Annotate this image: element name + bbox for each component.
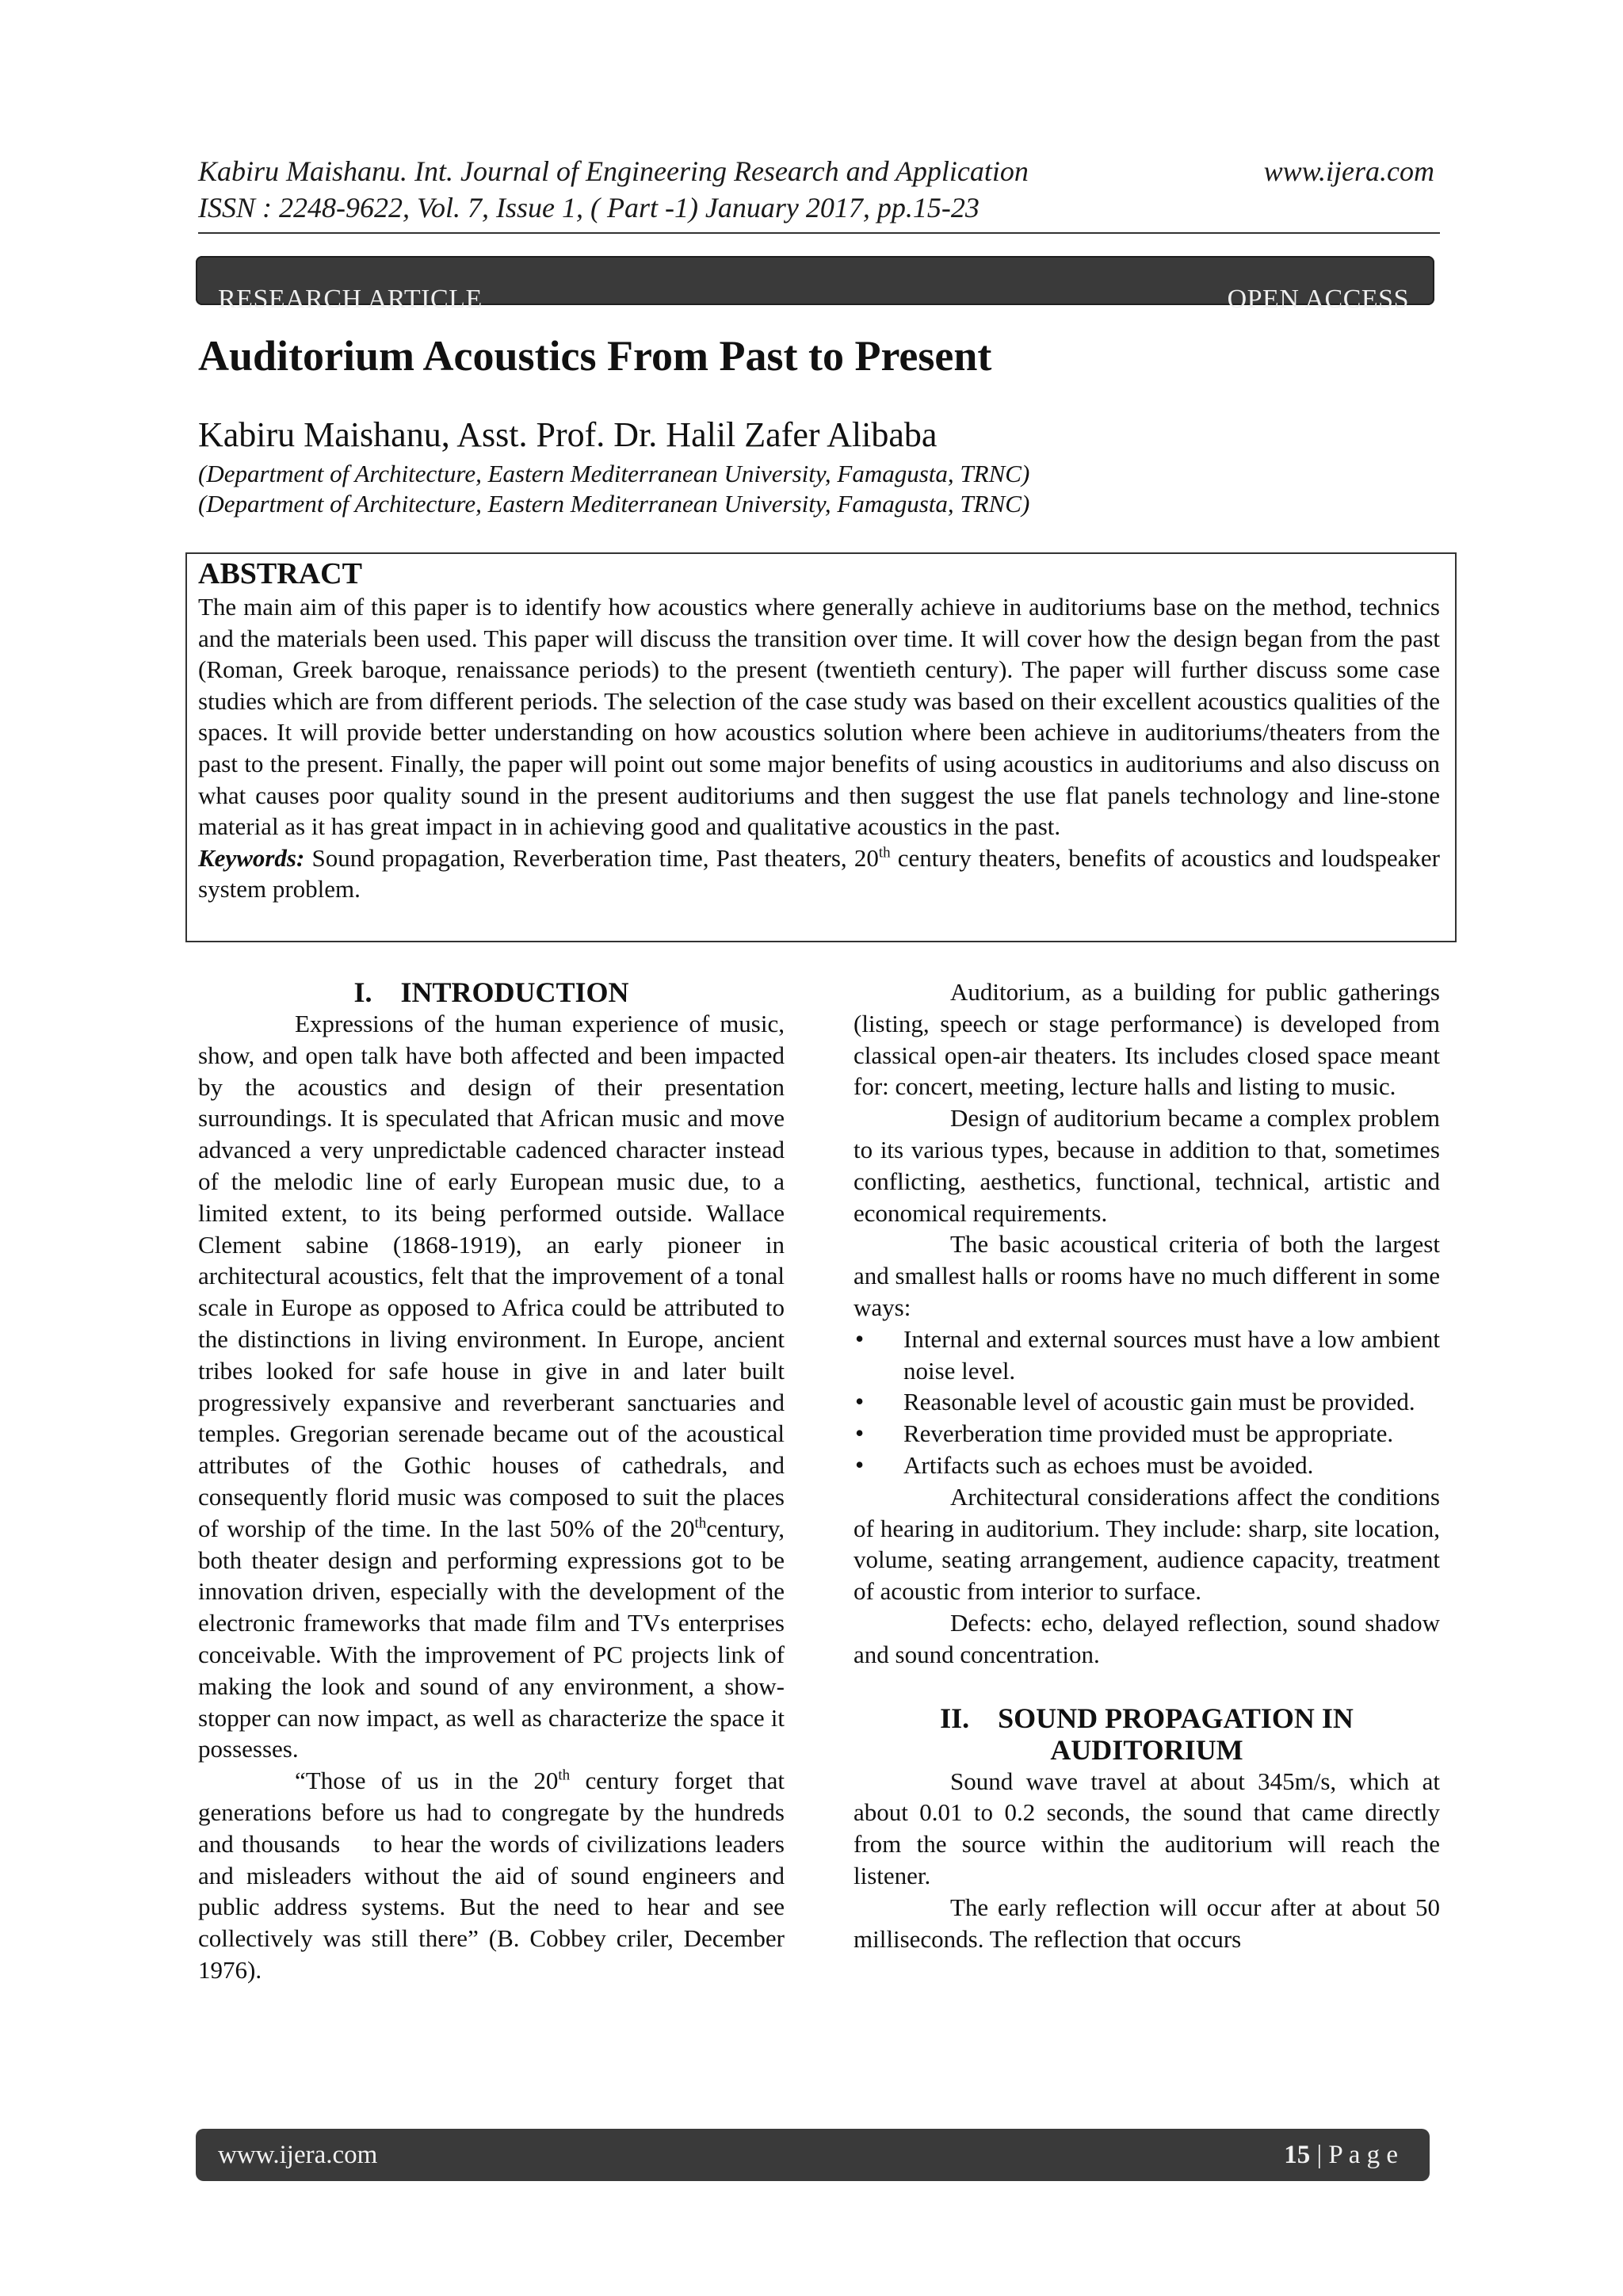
issn-line: ISSN : 2248-9622, Vol. 7, Issue 1, ( Part -1) January 2017, pp.15-23 xyxy=(198,192,980,223)
keywords-sup: th xyxy=(878,844,891,861)
list-item: • Reasonable level of acoustic gain must be provided. xyxy=(854,1386,1440,1418)
page-label: | P a g e xyxy=(1310,2140,1398,2169)
article-type-label: RESEARCH ARTICLE xyxy=(218,285,483,314)
list-item: • Artifacts such as echoes must be avoided. xyxy=(854,1450,1440,1481)
page-footer xyxy=(196,2129,1430,2181)
keywords-text-b: century theaters, benefits of acoustics and loudspeaker system problem. xyxy=(198,843,1441,904)
right-paragraph-1: Auditorium, as a building for public gatherings (listing, speech or stage performance) is developed from classical open-air theaters. Its includes closed space meant for: concert, meeting, lecture halls and listing to music. xyxy=(854,978,1440,1101)
intro-p1-sup: th xyxy=(694,1515,707,1532)
right-paragraph-4: Architectural considerations affect the conditions of hearing in auditorium. They include: sharp, site location, volume, seating arrangement, audience capacity, treatment of acoustic from interior to surface. xyxy=(854,1482,1440,1606)
article-type-band xyxy=(196,256,1434,314)
footer-website[interactable]: www.ijera.com xyxy=(218,2140,378,2169)
right-paragraph-3: The basic acoustical criteria of both the largest and smallest halls or rooms have no much different in some ways: xyxy=(854,1230,1440,1321)
section-2-heading-line-2: AUDITORIUM xyxy=(1050,1733,1243,1766)
intro-p2-text-a: “Those of us in the 20 xyxy=(295,1767,559,1795)
section-2-heading xyxy=(854,1702,1440,1766)
header-divider xyxy=(198,232,1440,234)
journal-website[interactable]: www.ijera.com xyxy=(1263,155,1434,187)
intro-heading: I. INTRODUCTION xyxy=(353,976,629,1008)
open-access-label: OPEN ACCESS xyxy=(1227,285,1409,314)
section-2-paragraph-2: The early reflection will occur after at about 50 milliseconds. The reflection that occurs xyxy=(854,1893,1440,1953)
keywords-label: Keywords: xyxy=(198,843,305,872)
author-list: Kabiru Maishanu, Asst. Prof. Dr. Halil Zafer Alibaba xyxy=(198,415,938,454)
abstract-heading: ABSTRACT xyxy=(198,557,362,590)
running-header xyxy=(198,153,1434,226)
page-number: 15 xyxy=(1284,2140,1311,2169)
page-indicator xyxy=(1284,2141,1398,2170)
abstract-body xyxy=(198,591,1440,905)
abstract-text: The main aim of this paper is to identify how acoustics where generally achieve in auditoriums base on the method, technics and the materials been used. This paper will discuss the transition over time. It will cover how the design began from the past (Roman, Greek baroque, renaissance periods) to the present (twentieth century). The paper will further discuss some case studies which are from different periods. The selection of the case study was based on their excellent acoustics qualities of the spaces. It will provide better understanding on how acoustics solution where been achieve in auditoriums/theaters from the past to the present. Finally, the paper will point out some major benefits of using acoustics in auditoriums and also discuss on what causes poor quality sound in the present auditoriums and then suggest the use flat panels technology and line-stone material as it has great impact in in achieving good and qualitative acoustics in the past. xyxy=(198,593,1440,841)
right-paragraph-2: Design of auditorium became a complex problem to its various types, because in addition to that, sometimes conflicting, aesthetics, functional, technical, artistic and economical requirements. xyxy=(854,1104,1440,1227)
intro-p1-text-b: century, both theater design and performing expressions got to be innovation driven, especially with the development of the electronic frameworks that made film and TVs enterprises conceivable. With the improvement of PC projects link of making the look and sound of any environment, a show-stopper can now impact, as well as characterize the space it possesses. xyxy=(198,1514,785,1763)
right-paragraph-5: Defects: echo, delayed reflection, sound shadow and sound concentration. xyxy=(854,1608,1440,1668)
paper-title: Auditorium Acoustics From Past to Present xyxy=(198,332,992,380)
journal-citation: Kabiru Maishanu. Int. Journal of Engineering Research and Application xyxy=(198,155,1029,187)
keywords-line xyxy=(198,842,1440,905)
affiliation-1: (Department of Architecture, Eastern Mediterranean University, Famagusta, TRNC) xyxy=(198,460,1030,487)
affiliation-2: (Department of Architecture, Eastern Mediterranean University, Famagusta, TRNC) xyxy=(198,490,1030,518)
left-column xyxy=(198,976,785,1986)
keywords-text-a: Sound propagation, Reverberation time, Past theaters, 20 xyxy=(304,843,879,872)
intro-paragraph-1 xyxy=(198,1008,785,1765)
list-item: • Reverberation time provided must be appropriate. xyxy=(854,1418,1440,1450)
list-item: • Internal and external sources must have a low ambient noise level. xyxy=(854,1324,1440,1387)
right-column xyxy=(854,976,1440,1954)
section-2-paragraph-1: Sound wave travel at about 345m/s, which at about 0.01 to 0.2 seconds, the sound that came directly from the source within the auditorium will reach the listener. xyxy=(854,1767,1440,1889)
intro-p2-text-b: century forget that generations before us had to congregate by the hundreds and thousands to hear the words of civilizations leaders and misleaders without the aid of sound engineers and public address systems. But the need to hear and see collectively was still there” (B. Cobbey criler, December 1976). xyxy=(198,1767,785,1984)
intro-paragraph-2 xyxy=(198,1765,785,1986)
intro-p1-text-a: Expressions of the human experience of music, show, and open talk have both affected and been impacted by the acoustics and design of their presentation surroundings. It is speculated that African music and move advanced a very unpredictable cadenced character instead of the melodic line of early European music due, to a limited extent, to its being performed outside. Wallace Clement sabine (1868-1919), an early pioneer in architectural acoustics, felt that the improvement of a tonal scale in Europe as opposed to Africa could be attributed to the distinctions in living environment. In Europe, ancient tribes looked for safe house in give in and later built progressively expansive and reverberant sanctuaries and temples. Gregorian serenade became out of the acoustical attributes of the Gothic houses of cathedrals, and consequently florid music was composed to suit the places of worship of the time. In the last 50% of the 20 xyxy=(198,1010,785,1542)
section-spacer xyxy=(854,1671,1440,1702)
criteria-list xyxy=(854,1324,1440,1481)
section-2-heading-line-1: II. SOUND PROPAGATION IN xyxy=(940,1702,1354,1734)
intro-p2-sup: th xyxy=(558,1767,571,1784)
